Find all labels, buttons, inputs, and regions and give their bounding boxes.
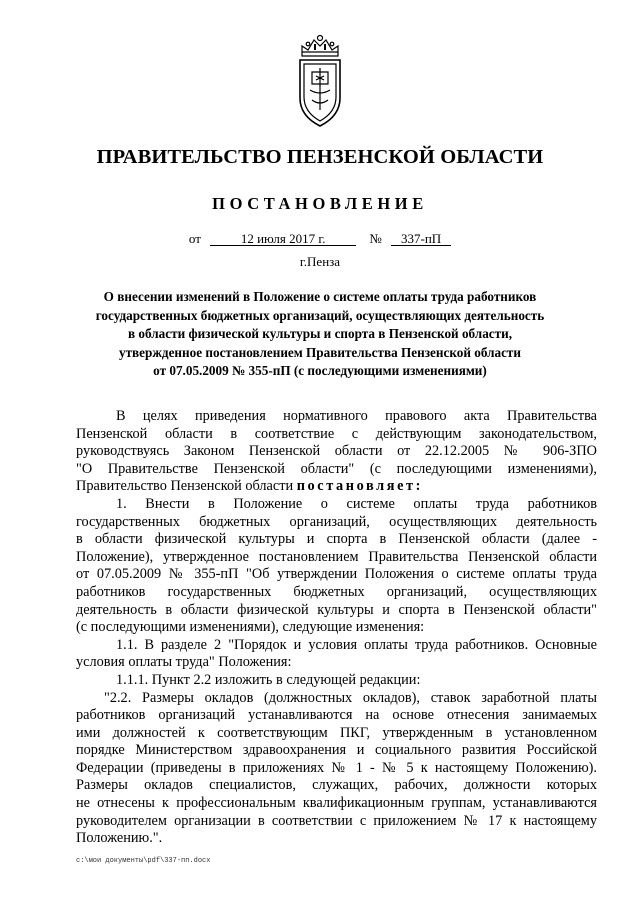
body-line: в области физической культуры и спорта в Пензенской области (далее - [76,531,597,548]
body-line [76,478,597,496]
body-line: (с последующими изменениями), следующие изменения: [76,619,425,636]
body-line: не отнесены к профессиональным квалификационным группам, устанавливаются [76,795,597,812]
body-line: условия оплаты труда" Положения: [76,654,292,671]
body-line: "2.2. Размеры окладов (должностных окладов), ставок заработной платы [104,689,597,706]
date-number-line [0,231,640,247]
body-line: государственных бюджетных организаций, осуществляющих деятельность [76,513,597,530]
body-line: руководителем организации в соответствии с приложением № 17 к настоящему [76,812,597,829]
document-title [70,288,570,381]
city: г.Пенза [299,254,341,269]
file-path-footer: c:\мои документы\pdf\337-пп.docx [76,857,211,865]
body-line: В целях приведения нормативного правового акта Правительства [116,408,597,424]
body-line: Размеры окладов специалистов, служащих, рабочих, должности которых [76,777,597,794]
body-line: порядке Министерством здравоохранения и социального развития Российской [76,742,597,759]
body-line: "О Правительстве Пензенской области" (с последующими изменениями), [76,460,597,477]
body-line: руководствуясь Законом Пензенской области от 22.12.2005 № 906-ЗПО [76,443,597,460]
body-line: работников государственных бюджетных организаций, осуществляющих [76,583,597,600]
body-line: Федерации (приведены в приложениях № 1 - № 5 к настоящему Положению). [76,759,597,776]
body-line: 1.1. В разделе 2 "Порядок и условия оплаты труда работников. Основные [116,636,597,653]
date-prefix: от [188,231,201,246]
body-line: 1.1.1. Пункт 2.2 изложить в следующей редакции: [116,671,421,688]
number-prefix: № [369,231,382,246]
title-line: государственных бюджетных организаций, осуществляющих деятельность [95,307,545,323]
body-line: Положение), утвержденное постановлением Правительства Пензенской области [76,548,597,565]
body-line: работников организаций устанавливаются на основе отнесения занимаемых [76,707,597,724]
document-date: 12 июля 2017 г. [210,232,356,246]
resolves-word: постановляет: [296,478,424,495]
body-line: от 07.05.2009 № 355-пП "Об утверждении Положения о системе оплаты труда [76,566,597,583]
title-line: от 07.05.2009 № 355-пП (с последующими изменениями) [153,363,487,378]
document-number: 337-пП [391,232,451,246]
title-line: в области физической культуры и спорта в Пензенской области, [127,326,513,341]
government-text: Правительство Пензенской области [76,478,294,495]
body-line: 1. Внести в Положение о системе оплаты труда работников [116,495,597,512]
body-line: Положению.". [76,830,163,847]
document-type: ПОСТАНОВЛЕНИЕ [212,194,428,213]
document-body [76,408,597,848]
body-line: ими должностей к соответствующим ПКГ, утвержденным в установленном [76,724,597,741]
title-line: утвержденное постановлением Правительства Пензенской области [118,344,522,360]
title-line: О внесении изменений в Положение о системе оплаты труда работников [103,289,537,304]
body-line: деятельность в области физической культуры и спорта в Пензенской области" [76,601,597,618]
penza-coat-of-arms-icon [292,32,348,132]
body-line: Пензенской области в соответствие с действующим законодательством, [76,425,597,442]
organization-name: ПРАВИТЕЛЬСТВО ПЕНЗЕНСКОЙ ОБЛАСТИ [96,146,544,168]
